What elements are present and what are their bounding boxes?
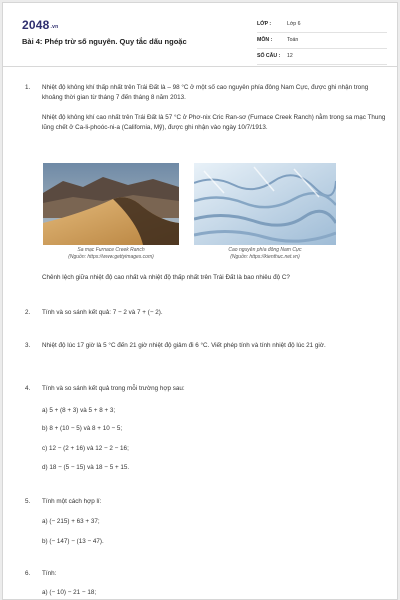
meta-row-grade: LỚP : Lớp 6 xyxy=(257,17,387,33)
antarctic-photo xyxy=(194,163,336,245)
desert-photo xyxy=(43,163,179,245)
worksheet-page: 2048.vn Bài 4: Phép trừ số nguyên. Quy tắc dấu ngoặc LỚP : Lớp 6 MÔN : Toán SỐ CÂU : 12 1. Nhiệt độ không khí thấp nhất trên Trái Đất là – 98 °C ở một số cao nguyên phía đông Nam Cực, được ghi nhận trong khoảng thời gian từ tháng 7 đến tháng 8 năm 2013. Nhiệt độ không khí cao nhất trên Trái Đất là 57 °C ở Phơ-nix Cric Ran-sơ (Furnace Creek Ranch) nằm trong sa mạc Thung lũng chết ở Ca-li-phoóc-ni-a (California, Mỹ), được ghi nhận vào ngày 10/7/1913. Sa mạc Furnace Creek Ranch (Nguồn: https://www.gettyimages.com) Cao nguyên phía đông Nam Cực (Nguồn: https://kienthuc.net.vn) Chênh lệch giữa nhiệt độ cao nhất và nhiệt độ thấp nhất trên Trái Đất là bao nhiêu độ C? 2. Tính và so sánh kết quả: 7 − 2 và 7 + (− 2). 3. Nhiệt độ lúc 17 giờ là 5 °C đến 21 giờ nhiệt độ giảm đi 6 °C. Viết phép tính và tính nhiệt độ lúc 21 giờ. 4. Tính và so sánh kết quả trong mỗi trường hợp sau: a) 5 + (8 + 3) và 5 + 8 + 3; b) 8 + (10 − 5) và 8 + 10 − 5; c) 12 − (2 + 16) và 12 − 2 − 16; d) 18 − (5 − 15) và 18 − 5 + 15. 5. Tính một cách hợp lí: a) (− 215) + 63 + 37; b) (− 147) − (13 − 47). 6. Tính: a) (− 10) − 21 − 18; xyxy=(2,2,398,600)
worksheet-header xyxy=(3,3,397,67)
question-number: 1. xyxy=(25,84,31,91)
lesson-title: Bài 4: Phép trừ số nguyên. Quy tắc dấu ngoặc xyxy=(22,37,187,46)
meta-row-subject: MÔN : Toán xyxy=(257,33,387,49)
question-1-para-1: Nhiệt độ không khí thấp nhất trên Trái Đất là – 98 °C ở một số cao nguyên phía đông Nam Cực, được ghi nhận trong khoảng thời gian từ tháng 7 đến tháng 8 năm 2013. xyxy=(42,84,369,101)
site-logo[interactable]: 2048.vn xyxy=(22,18,59,32)
meta-row-question-count: SỐ CÂU : 12 xyxy=(257,49,387,65)
question-5-item-b: b) (− 147) − (13 − 47). xyxy=(42,538,104,545)
meta-table xyxy=(257,17,387,65)
antarctic-photo-caption: Cao nguyên phía đông Nam Cực (Nguồn: https://kienthuc.net.vn) xyxy=(228,247,302,260)
question-1-para-2: Nhiệt độ không khí cao nhất trên Trái Đất là 57 °C ở Phơ-nix Cric Ran-sơ (Furnace Creek Ranch) nằm trong sa mạc Thung lũng chết ở Ca-li-phoóc-ni-a (California, Mỹ), được ghi nhận vào ngày 10/7/1913. xyxy=(42,114,386,131)
desert-photo-caption: Sa mạc Furnace Creek Ranch (Nguồn: https://www.gettyimages.com) xyxy=(68,247,154,260)
question-4-item-d: d) 18 − (5 − 15) và 18 − 5 + 15. xyxy=(42,464,130,471)
question-1-prompt: Chênh lệch giữa nhiệt độ cao nhất và nhiệt độ thấp nhất trên Trái Đất là bao nhiêu độ C? xyxy=(42,274,290,281)
question-4-item-a: a) 5 + (8 + 3) và 5 + 8 + 3; xyxy=(42,407,116,414)
question-5-item-a: a) (− 215) + 63 + 37; xyxy=(42,518,100,525)
question-4-item-c: c) 12 − (2 + 16) và 12 − 2 − 16; xyxy=(42,445,129,452)
question-4-item-b: b) 8 + (10 − 5) và 8 + 10 − 5; xyxy=(42,425,123,432)
question-6-item-a: a) (− 10) − 21 − 18; xyxy=(42,589,97,596)
